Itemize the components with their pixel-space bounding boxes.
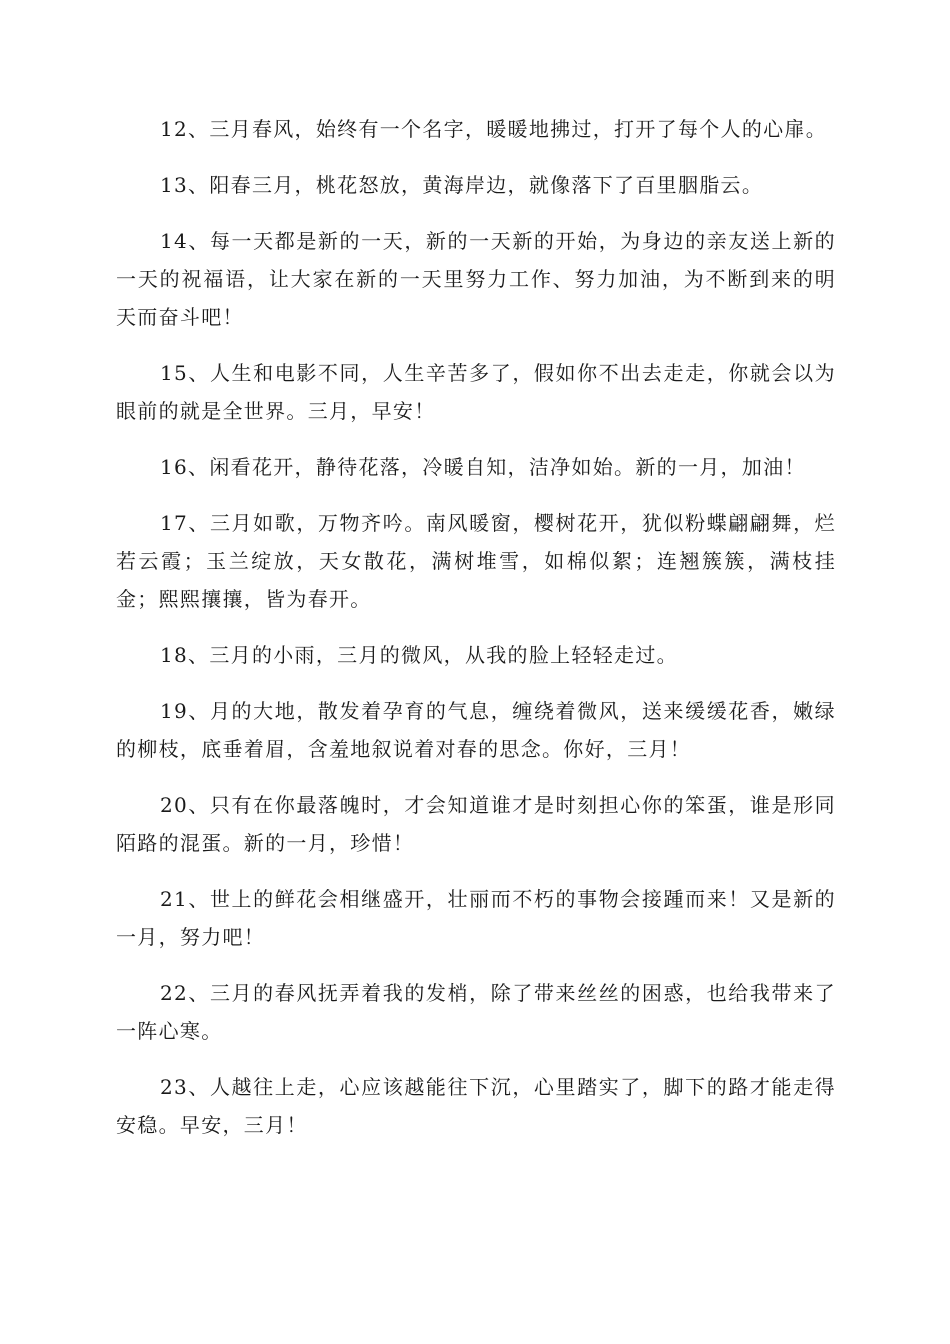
- paragraph-12: 12、三月春风，始终有一个名字，暖暖地拂过，打开了每个人的心扉。: [160, 117, 828, 141]
- paragraph-17: 17、三月如歌，万物齐吟。南风暖窗，樱树花开，犹似粉蝶翩翩舞，烂若云霞；玉兰绽放，天女散花，满树堆雪，如棉似絮；连翘簇簇，满枝挂金；熙熙攘攘，皆为春开。: [116, 511, 836, 611]
- paragraph-16: 16、闲看花开，静待花落，冷暖自知，洁净如始。新的一月，加油！: [160, 455, 806, 479]
- paragraph-19: 19、月的大地，散发着孕育的气息，缠绕着微风，送来缓缓花香，嫩绿的柳枝，底垂着眉，含羞地叙说着对春的思念。你好，三月！: [116, 699, 836, 761]
- paragraph-13: 13、阳春三月，桃花怒放，黄海岸边，就像落下了百里胭脂云。: [160, 173, 764, 197]
- paragraph-22: 22、三月的春风抚弄着我的发梢，除了带来丝丝的困惑，也给我带来了一阵心寒。: [116, 981, 836, 1043]
- paragraph-21: 21、世上的鲜花会相继盛开，壮丽而不朽的事物会接踵而来！又是新的一月，努力吧！: [116, 887, 836, 949]
- document-body: [116, 110, 836, 1162]
- paragraph-23: 23、人越往上走，心应该越能往下沉，心里踏实了，脚下的路才能走得安稳。早安，三月！: [116, 1075, 836, 1137]
- paragraph-15: 15、人生和电影不同，人生辛苦多了，假如你不出去走走，你就会以为眼前的就是全世界。三月，早安！: [116, 361, 836, 423]
- paragraph-20: 20、只有在你最落魄时，才会知道谁才是时刻担心你的笨蛋，谁是形同陌路的混蛋。新的一月，珍惜！: [116, 793, 836, 855]
- paragraph-18: 18、三月的小雨，三月的微风，从我的脸上轻轻走过。: [160, 643, 678, 667]
- paragraph-14: 14、每一天都是新的一天，新的一天新的开始，为身边的亲友送上新的一天的祝福语，让大家在新的一天里努力工作、努力加油，为不断到来的明天而奋斗吧！: [116, 229, 836, 329]
